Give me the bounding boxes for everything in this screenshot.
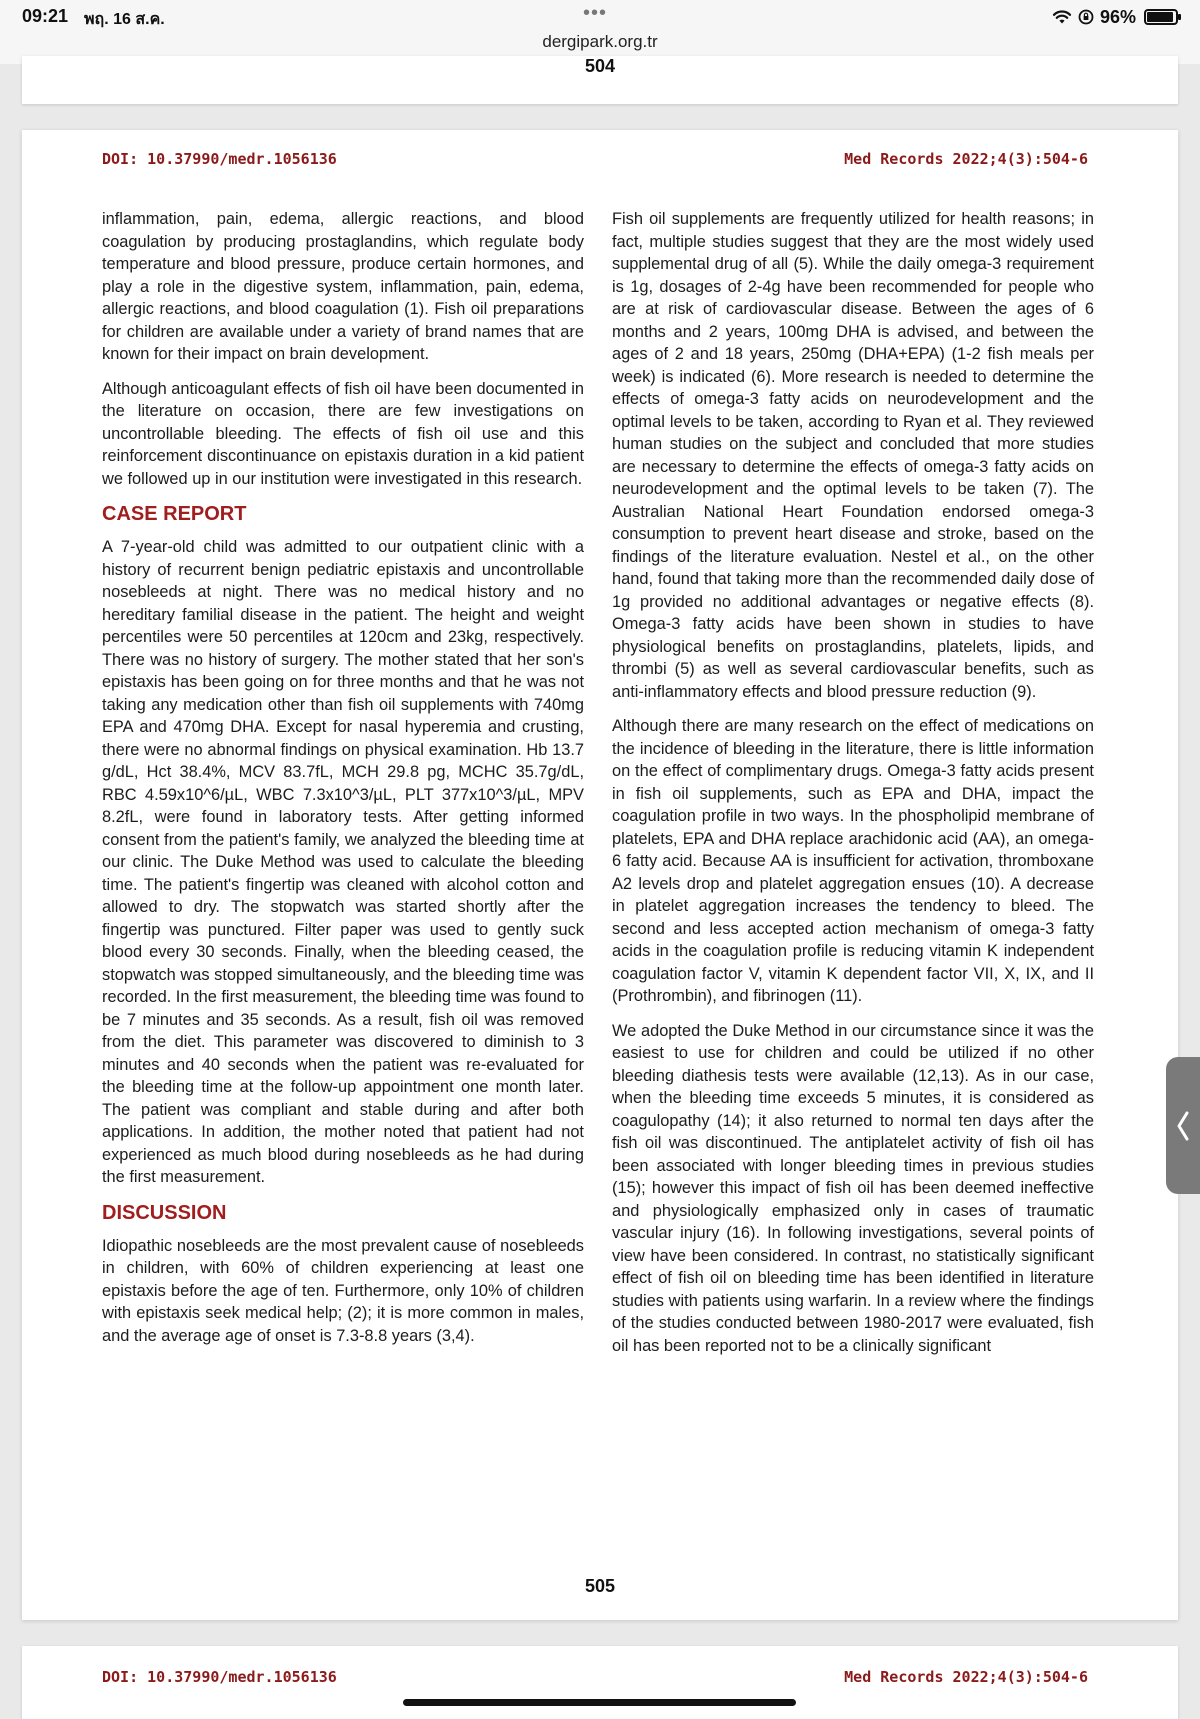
battery-icon	[1144, 9, 1178, 25]
paragraph: Although anticoagulant effects of fish oil have been documented in the literature on occasion, there are few investigations on uncontrollable bleeding. The effects of fish oil use and this reinforcement discontinuance on epistaxis duration in a kid patient we followed up in our institution were investigated in this research.	[102, 379, 584, 488]
article-page	[22, 130, 1178, 1620]
paragraph: We adopted the Duke Method in our circumstance since it was the easiest to use for children and could be utilized if no other bleeding diathesis tests were available (12,13). As in our case, when the bleeding time exceeds 5 minutes, it is considered as coagulopathy (14); it also returned to normal ten days after the fish oil was discontinued. The antiplatelet activity of fish oil has been associated with longer bleeding times in previous studies (15); however this impact of fish oil has been deemed ineffective and physiologically emphasized only in cases of traumatic vascular injury (16). In following investigations, several points of view have been considered. In contrast, no statistically significant effect of fish oil on bleeding time has been identified in literature studies with patients using warfarin. In a review where the findings of the studies conducted between 1980-2017 were evaluated, fish oil has been reported not to be a clinically significant	[612, 1021, 1094, 1355]
wifi-icon	[1052, 9, 1072, 25]
home-indicator[interactable]	[403, 1699, 796, 1706]
right-column	[612, 208, 1094, 1369]
page-number: 505	[584, 1576, 616, 1596]
previous-page-number: 504	[584, 56, 616, 76]
paragraph: Although there are many research on the effect of medications on the incidence of bleeding in the literature, there is little information on the effect of complimentary drugs. Omega-3 fatty acids present in fish oil supplements, such as EPA and DHA, impact the coagulation profile in two ways. In the phospholipid membrane of platelets, EPA and DHA replace arachidonic acid (AA), an omega-6 fatty acid. Because AA is insufficient for activation, thromboxane A2 levels drop and platelet aggregation ensues (10). A decrease in platelet aggregation increases the tendency to bleed. The second and less accepted action mechanism of omega-3 fatty acids in the coagulation profile is reducing vitamin K independent coagulation factor V, vitamin K dependent factor VII, X, IX, and II (Prothrombin), and fibrinogen (11).	[612, 717, 1094, 1005]
next-journal-reference: Med Records 2022;4(3):504-6	[844, 1668, 1088, 1686]
more-dots-icon[interactable]: •••	[583, 2, 608, 24]
paragraph: A 7-year-old child was admitted to our outpatient clinic with a history of recurrent benign pediatric epistaxis and uncontrollable nosebleeds at night. There was no medical history and no hereditary familial disease in the patient. The height and weight percentiles were 50 percentiles at 120cm and 23kg, respectively. There was no history of surgery. The mother stated that her son's epistaxis has been going on for three months and that he was not taking any medication other than fish oil supplements with 740mg EPA and 470mg DHA. Except for nasal hyperemia and crusting, there were no abnormal findings on physical examination. Hb 13.7 g/dL, Hct 38.4%, MCV 83.7fL, MCH 29.8 pg, MCHC 35.7g/dL, RBC 4.59x10^6/µL, WBC 7.3x10^3/µL, PLT 377x10^3/µL, MPV 8.2fL, were found in laboratory tests. After getting informed consent from the patient's family, we analyzed the bleeding time at our clinic. The Duke Method was used to calculate the bleeding time. The patient's fingertip was cleaned with alcohol cotton and allowed to dry. The stopwatch was started shortly after the fingertip was punctured. Filter paper was used to gently suck blood every 30 seconds. Finally, when the bleeding ceased, the stopwatch was stopped simultaneously, and the bleeding time was recorded. In the first measurement, the bleeding time was found to be 7 minutes and 35 seconds. As a result, fish oil was removed from the diet. This parameter was discovered to diminish to 3 minutes and 40 seconds when the patient was re-evaluated for the bleeding time at the follow-up appointment one month later. The patient was compliant and stable during and after both applications. In addition, the mother noted that patient had not experienced as much blood during nosebleeds as he had during the first measurement.	[102, 538, 584, 1186]
previous-page	[22, 56, 1178, 104]
case-report-heading: CASE REPORT	[102, 503, 247, 525]
left-column	[102, 208, 584, 1359]
next-page	[22, 1646, 1178, 1719]
side-panel-tab[interactable]	[1166, 1057, 1200, 1194]
paragraph: Fish oil supplements are frequently utilized for health reasons; in fact, multiple studies suggest that they are the most widely used supplemental drug of all (5). While the daily omega-3 requirement is 1g, dosages of 2-4g have been recommended for people who are at risk of cardiovascular disease. Between the ages of 6 months and 2 years, 100mg DHA is advised, and between the ages of 2 and 18 years, 250mg (DHA+EPA) (1-2 fish meals per week) is indicated (6). More research is needed to determine the effects of omega-3 fatty acids on neurodevelopment and the optimal levels to be taken, according to Ryan et al. They reviewed human studies on the subject and concluded that more studies are necessary to determine the effects of omega-3 fatty acids on neurodevelopment and the optimal levels to be taken (7). The Australian National Heart Foundation endorsed omega-3 consumption to prevent heart disease and stroke, based on the findings of the literature evaluation. Nestel et al., on the other hand, found that taking more than the recommended daily dose of 1g provided no additional advantages or negative effects (8). Omega-3 fatty acids have been shown in studies to have physiological benefits on prostaglandins, platelets, lipids, and thrombi (5) as well as several cardiovascular benefits, such as anti-inflammatory effects and blood pressure reduction (9).	[612, 210, 1094, 701]
doi-header: DOI: 10.37990/medr.1056136	[102, 150, 337, 168]
status-time: 09:21	[22, 6, 69, 26]
battery-percent: 96%	[1099, 6, 1136, 27]
orientation-lock-icon	[1078, 9, 1094, 25]
status-date: พฤ. 16 ส.ค.	[84, 11, 165, 28]
discussion-heading: DISCUSSION	[102, 1201, 227, 1224]
chevron-left-icon	[1176, 1110, 1190, 1142]
status-bar	[0, 0, 1200, 64]
url-bar[interactable]: dergipark.org.tr	[542, 32, 658, 51]
status-indicators	[1052, 5, 1178, 29]
next-doi-header: DOI: 10.37990/medr.1056136	[102, 1668, 337, 1686]
journal-reference: Med Records 2022;4(3):504-6	[844, 150, 1088, 168]
paragraph: Idiopathic nosebleeds are the most prevalent cause of nosebleeds in children, with 60% of children experiencing at least one epistaxis before the age of ten. Furthermore, only 10% of children with epistaxis seek medical help; (2); it is more common in males, and the average age of onset is 7.3-8.8 years (3,4).	[102, 1236, 584, 1345]
paragraph: inflammation, pain, edema, allergic reactions, and blood coagulation by producing prostaglandins, which regulate body temperature and blood pressure, produce certain hormones, and play a role in the digestive system, inflammation, pain, edema, allergic reactions, and blood coagulation (1). Fish oil preparations for children are available under a variety of brand names that are known for their impact on brain development.	[102, 210, 584, 363]
